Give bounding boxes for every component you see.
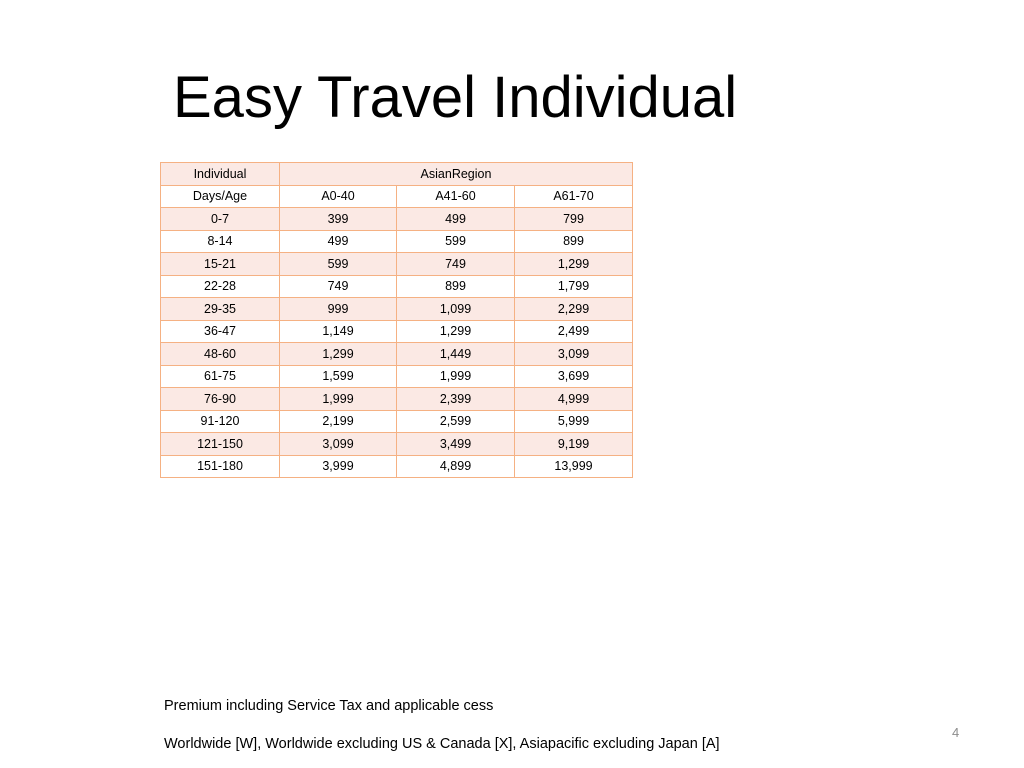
table-row <box>161 410 633 433</box>
premium-cell: 2,399 <box>397 388 515 411</box>
premium-cell: 2,499 <box>515 320 633 343</box>
premium-cell: 2,299 <box>515 298 633 321</box>
premium-cell: 1,149 <box>280 320 397 343</box>
premium-cell: 899 <box>397 275 515 298</box>
premium-cell: 1,999 <box>397 365 515 388</box>
premium-cell: 3,999 <box>280 455 397 478</box>
premium-cell: 899 <box>515 230 633 253</box>
header-cell-asian-region: AsianRegion <box>280 163 633 186</box>
premium-cell: 599 <box>397 230 515 253</box>
header-cell-days-age: Days/Age <box>161 185 280 208</box>
premium-cell: 5,999 <box>515 410 633 433</box>
days-range-cell: 61-75 <box>161 365 280 388</box>
premium-cell: 399 <box>280 208 397 231</box>
premium-cell: 1,299 <box>280 343 397 366</box>
premium-cell: 2,199 <box>280 410 397 433</box>
premium-cell: 599 <box>280 253 397 276</box>
days-range-cell: 48-60 <box>161 343 280 366</box>
premium-cell: 1,449 <box>397 343 515 366</box>
premium-rate-table <box>160 162 633 478</box>
days-range-cell: 29-35 <box>161 298 280 321</box>
premium-cell: 999 <box>280 298 397 321</box>
table-row <box>161 343 633 366</box>
table-header-row <box>161 163 633 186</box>
premium-cell: 3,699 <box>515 365 633 388</box>
header-cell-age-band: A61-70 <box>515 185 633 208</box>
premium-cell: 13,999 <box>515 455 633 478</box>
premium-cell: 3,099 <box>280 433 397 456</box>
premium-cell: 1,299 <box>397 320 515 343</box>
premium-cell: 1,799 <box>515 275 633 298</box>
premium-cell: 3,099 <box>515 343 633 366</box>
premium-cell: 1,299 <box>515 253 633 276</box>
page-number: 4 <box>952 725 960 740</box>
header-cell-age-band: A41-60 <box>397 185 515 208</box>
days-range-cell: 151-180 <box>161 455 280 478</box>
days-range-cell: 0-7 <box>161 208 280 231</box>
premium-cell: 4,999 <box>515 388 633 411</box>
premium-cell: 1,999 <box>280 388 397 411</box>
premium-cell: 1,599 <box>280 365 397 388</box>
premium-cell: 499 <box>280 230 397 253</box>
table-row <box>161 433 633 456</box>
footnote-region-codes: Worldwide [W], Worldwide excluding US & Canada [X], Asiapacific excluding Japan [A] <box>164 736 720 752</box>
header-cell-individual: Individual <box>161 163 280 186</box>
table-row <box>161 298 633 321</box>
table-row <box>161 275 633 298</box>
premium-cell: 499 <box>397 208 515 231</box>
header-cell-age-band: A0-40 <box>280 185 397 208</box>
table-subheader-row <box>161 185 633 208</box>
table-row <box>161 455 633 478</box>
slide-title: Easy Travel Individual <box>173 65 738 130</box>
days-range-cell: 76-90 <box>161 388 280 411</box>
days-range-cell: 91-120 <box>161 410 280 433</box>
days-range-cell: 36-47 <box>161 320 280 343</box>
days-range-cell: 8-14 <box>161 230 280 253</box>
premium-cell: 4,899 <box>397 455 515 478</box>
premium-cell: 9,199 <box>515 433 633 456</box>
table-row <box>161 320 633 343</box>
footnote-premium-tax: Premium including Service Tax and applicable cess <box>164 698 494 714</box>
days-range-cell: 22-28 <box>161 275 280 298</box>
table-row <box>161 388 633 411</box>
table-row <box>161 208 633 231</box>
table-row <box>161 230 633 253</box>
table-row <box>161 365 633 388</box>
days-range-cell: 15-21 <box>161 253 280 276</box>
days-range-cell: 121-150 <box>161 433 280 456</box>
premium-cell: 749 <box>397 253 515 276</box>
premium-cell: 3,499 <box>397 433 515 456</box>
premium-cell: 1,099 <box>397 298 515 321</box>
premium-cell: 749 <box>280 275 397 298</box>
premium-cell: 799 <box>515 208 633 231</box>
table-row <box>161 253 633 276</box>
premium-cell: 2,599 <box>397 410 515 433</box>
